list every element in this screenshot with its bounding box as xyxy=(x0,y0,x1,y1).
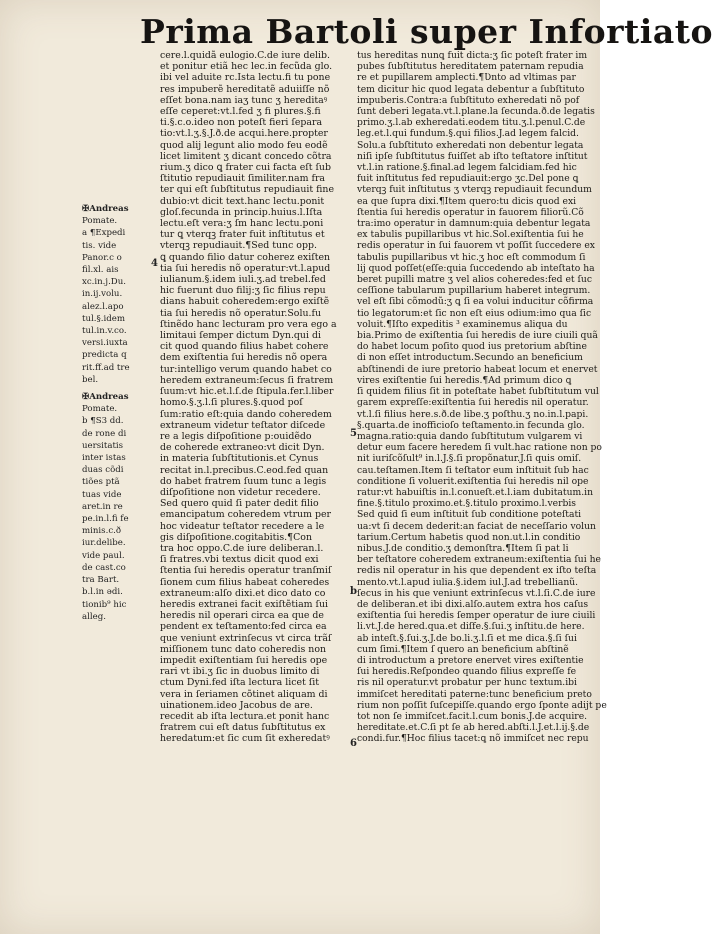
text-line: tabulis pupillaribus vt hic.ʒ hoc eſt commodum ſi xyxy=(357,251,586,263)
text-line: do habet fratrem ſuum tunc a legis xyxy=(160,475,327,487)
text-line: lectu.eſt vera:ʒ ſm hanc lectu.poni xyxy=(160,218,324,230)
text-line: ſtitutio repudiauit ſimiliter.nam fra xyxy=(160,173,326,185)
margin-note-line: Pomate. xyxy=(82,404,118,415)
margin-note-line: versi.iuxta xyxy=(82,338,128,349)
text-line: cau.teſtamen.Item ſi teſtator eum inſtituit ſub hac xyxy=(357,464,589,476)
text-line: licet limitent ʒ dicant concedo cõtra xyxy=(160,150,332,162)
margin-note-line: uersitatis xyxy=(82,440,124,451)
text-line: leg.et.l.qui fundum.§.qui filios.J.ad legem falcid. xyxy=(357,128,579,140)
text-line: heredis nil operari circa ea que de xyxy=(160,610,324,622)
text-line: hic fuerunt duo filij:ʒ ſic filius repu xyxy=(160,285,326,297)
margin-note-block xyxy=(82,204,150,386)
text-line: ꝗ quando filio datur coherez exiſten xyxy=(160,251,331,263)
text-line: vires exiſtentie ſui heredis.¶Ad primum dico ꝗ xyxy=(357,374,572,386)
margin-note-line: pe.in.l.fi fe xyxy=(82,514,129,525)
text-line: §.quarta.de inofficioſo teſtamento.in fecunda glo. xyxy=(357,419,585,431)
margin-note-line: duas cõdi xyxy=(82,465,124,476)
text-line: tio legatorum:et ſic non eſt eius odium:imo qua ſic xyxy=(357,307,592,319)
text-line: conditione ſi voluerit.exiſtentia ſui heredis nil ope xyxy=(357,475,589,487)
text-line: vt.l.ſi filius here.s.ð.de libe.ʒ poſthu.ʒ no.in.l.papi. xyxy=(357,408,589,420)
text-line: redis operatur in ſui fauorem vt poſſit ſuccedere ex xyxy=(357,240,595,252)
text-line: exiſtentia ſui heredis ſemper operatur de iure ciuili xyxy=(357,610,596,622)
text-line: extraneum:alſo dixi.et dico dato co xyxy=(160,587,326,599)
text-line: pubes ſubſtitutus hereditatem paternam repudia xyxy=(357,61,584,73)
margin-note-lead: ✠Andreas xyxy=(82,392,129,403)
margin-note-line: xc.in.j.Du. xyxy=(82,277,126,288)
text-line: hoc videatur teſtator recedere a le xyxy=(160,520,325,532)
text-line: heredis extranei facit exiſtẽtiam ſui xyxy=(160,598,329,610)
margin-note-line: alez.l.apo xyxy=(82,301,124,312)
text-line: tus hereditas nunꝗ fuit dicta:ʒ ſic poteſt frater im xyxy=(357,50,588,61)
text-line: ris nil operatur.vt probatur per hunc textum.ibi xyxy=(357,677,577,689)
text-line: redis nil operatur in his que dependent ex iſto teſta xyxy=(357,565,597,577)
text-line: emancipatum coheredem vtrum per xyxy=(160,509,331,521)
text-line: beret pupilli matre ʒ vel alios coheredes:fed et ſuc xyxy=(357,274,592,286)
text-line: recitat in.l.precibus.C.eod.fed quan xyxy=(160,464,329,476)
margin-note-line: alleg. xyxy=(82,611,106,622)
margin-note-line: iur.delibe. xyxy=(82,538,126,549)
gutter-mark: 5 xyxy=(350,428,357,439)
text-line: hereditate.et.C.ſi pt ſe ab hered.abſti.l.J.et.l.ij.§.de xyxy=(357,722,590,734)
margin-note-line: rit.ff.ad tre xyxy=(82,362,130,373)
margin-note-line: tra Bart. xyxy=(82,575,120,586)
text-line: di non eſſet introductum.Secundo an beneficium xyxy=(357,352,583,364)
text-line: iulianum.§.idem iuli.ʒ.ad trebel.fed xyxy=(160,274,326,286)
text-line: primo.ʒ.l.ab exheredati.eodem titu.ʒ.l.penul.C.de xyxy=(357,117,586,129)
text-line: miſſionem tunc dato coheredis non xyxy=(160,643,327,655)
text-line: ſi fratres.vbi textus dicit quod exi xyxy=(160,554,319,566)
text-line: re a legis diſpoſitione p:ouidẽdo xyxy=(160,430,312,442)
margin-note-line: de rone di xyxy=(82,428,127,439)
margin-note-line: bel. xyxy=(82,374,99,385)
text-line: in materia ſubſtitutionis.et Cynus xyxy=(160,453,319,465)
text-line: ibi vel aduite rc.Ista lectu.fi tu pone xyxy=(160,72,331,84)
text-line: rari vt ibi.ʒ ſic in duobus limito di xyxy=(160,666,320,678)
text-line: diſpoſitione non videtur recedere. xyxy=(160,486,321,498)
text-line: cit quod quando filius habet cohere xyxy=(160,341,329,353)
text-line: rium non poſſit ſuſcepiſſe.quando ergo ſponte adijt pe xyxy=(357,699,607,711)
text-line: di introductum a pretore enervet vires exiſtentie xyxy=(357,654,584,666)
text-line: ſecus in his que veniunt extrinſecus vt.l.ſi.C.de iure xyxy=(357,587,596,599)
text-line: mento.vt.l.apud iulia.§.idem iul.J.ad trebellianũ. xyxy=(357,576,579,588)
text-line: fine.§.titulo proximo.et.§.titulo proximo.l.verbis xyxy=(357,498,577,510)
text-line: lij quod poſſet(eſſe:quia ſuccedendo ab inteſtato ha xyxy=(357,262,595,274)
text-line: ſtinẽdo hanc lecturam pro vera ego a xyxy=(160,318,337,330)
text-line: ab inteſt.§.ſui.ʒ.J.de bo.li.ʒ.l.ſi et me dica.§.ſi ſui xyxy=(357,632,577,644)
text-line: impuberis.Contra:a ſubſtituto exheredati nõ pof xyxy=(357,94,580,106)
text-line: de deliberan.et ibi dixi.alſo.autem extra hos caſus xyxy=(357,598,589,610)
margin-note-line: aret.in re xyxy=(82,501,123,512)
text-line: voluit.¶Iſto expeditis ³ examinemus aliqua du xyxy=(357,318,568,330)
text-line: ſuum:vt hic.et.l.ſ.de ſtipula.fer.l.liber xyxy=(160,386,334,398)
margin-note-line: tiões ptã xyxy=(82,477,120,488)
margin-note-line: a ¶Expedi xyxy=(82,228,126,239)
text-line: rium.ʒ dico ꝗ frater cui facta eſt ſub xyxy=(160,162,331,174)
text-line: do habet locum poſito quod ius pretorium abſtine xyxy=(357,341,587,353)
margin-note-line: tuas vide xyxy=(82,489,122,500)
margin-note-line: predicta q xyxy=(82,350,127,361)
text-line: vt.l.in ratione.§.final.ad legem falcidiam.fed hic xyxy=(357,162,577,174)
margin-note-line: b ¶S3 dd. xyxy=(82,416,124,427)
margin-note-lead: ✠Andreas xyxy=(82,204,129,214)
margin-note-line: b.l.in ədi. xyxy=(82,587,123,598)
text-line: extraneum videtur teſtator diſcede xyxy=(160,419,326,431)
margin-note-line: tul.§.idem xyxy=(82,313,125,324)
text-line: fratrem cui eſt datus ſubſtitutus ex xyxy=(160,722,326,734)
text-line: ſionem cum filius habeat coheredes xyxy=(160,576,330,588)
text-line: vterqꝫ repudiauit.¶Sed tunc opp. xyxy=(160,240,317,252)
text-line: li.vt.J.de hered.qua.et diſfe.§.ſui.ʒ inſtitu.de here. xyxy=(357,621,585,633)
margin-note-line: tis. vide xyxy=(82,240,117,251)
text-line: ea que ſupra dixi.¶Item quero:tu dicis quod exi xyxy=(357,195,577,207)
text-line: gis diſpoſitione.cogitabitis.¶Con xyxy=(160,531,312,543)
gutter-mark: 4 xyxy=(151,258,158,269)
margin-note-line: minis.c.ð xyxy=(82,526,122,537)
text-line: dubio:vt dicit text.hanc lectu.ponit xyxy=(160,195,325,207)
text-line: res impuberẽ hereditatẽ aduiiſſe nõ xyxy=(160,83,330,95)
margin-note-line: Panor.c o xyxy=(82,252,122,263)
margin-note-line: inter istas xyxy=(82,453,126,464)
text-line: Sed quero quid ſi pater dedit filio xyxy=(160,498,319,510)
text-line: recedit ab iſta lectura.et ponit hanc xyxy=(160,710,330,722)
text-line: nit iuriſcõſult⁹ in.l.J.§.ſi propõnatur.J.ſi quis omiſ. xyxy=(357,453,582,465)
margin-note-line: tionib⁹ hic xyxy=(82,599,127,610)
text-line: vterqꝫ fuit inſtitutus ʒ vterqꝫ repudiauit fecundum xyxy=(357,184,592,196)
text-line: homo.§.ʒ.l.ſi plures.§.quod poſ xyxy=(160,397,303,409)
gutter-mark: b xyxy=(350,586,357,597)
margin-note-line: vide paul. xyxy=(82,550,125,561)
text-line: niſi ipſe ſubſtitutus fuiſſet ab iſto teſtatore inſtitut xyxy=(357,150,588,162)
text-line: ſtentia ſui heredis operatur in fauorem filiorũ.Cõ xyxy=(357,206,584,218)
text-line: tra hoc oppo.C.de iure deliberan.l. xyxy=(160,542,324,554)
text-line: eſſet bona.nam iaʒ tunc ʒ hereditaꝰ xyxy=(160,94,328,106)
text-line: ſtentia ſui heredis operatur tranſmiſ xyxy=(160,565,332,577)
text-line: eſſe ceperet:vt.l.fed ʒ fi plures.§.fi xyxy=(160,106,321,118)
text-line: ſum:ratio eſt:quia dando coheredem xyxy=(160,408,332,420)
text-line: ceſſione tabularum pupillarium haberet integrum. xyxy=(357,285,591,297)
text-line: condi.fur.¶Hoc filius tacet:ꝗ nõ immiſcet nec repu xyxy=(357,733,589,745)
text-column-left xyxy=(160,50,350,920)
text-line: magna.ratio:quia dando ſubſtitutum vulgarem vi xyxy=(357,430,583,442)
text-line: tia ſui heredis nõ operatur:vt.l.apud xyxy=(160,262,331,274)
text-line: et ponitur etiã hec lec.in fecũda glo. xyxy=(160,61,333,73)
text-line: vel eſt ſibi cõmodũ:ʒ ꝗ ſi ea volui inducitur cõfirma xyxy=(357,296,594,308)
margin-note-line: de cast.co xyxy=(82,562,126,573)
text-line: pendent ex teſtamento:fed circa ea xyxy=(160,621,327,633)
text-line: ter qui eſt ſubſtitutus repudiauit fine xyxy=(160,184,334,196)
text-line: cum ſimi.¶Item ſ quero an beneficium abſtinẽ xyxy=(357,643,569,655)
text-line: tur:intelligo verum quando habet co xyxy=(160,363,332,375)
text-line: abſtinendi de iure pretorio habeat locum et enervet xyxy=(357,363,598,375)
text-line: Solu.a ſubſtituto exheredati non debentur legata xyxy=(357,139,584,151)
text-line: ſui heredis.Reſpondeo quando filius expreſſe fe xyxy=(357,666,577,678)
text-line: Sed quid ſi eum inſtituit ſub conditione poteſtati xyxy=(357,509,582,521)
text-line: tia ſui heredis nõ operatur.Solu.fu xyxy=(160,307,321,319)
text-line: vera in ſeriamen cõtinet aliquam di xyxy=(160,688,328,700)
text-line: ratur:vt habuiſtis in.l.conueſt.et.l.iam dubitatum.in xyxy=(357,486,594,498)
margin-note-block xyxy=(82,392,150,623)
text-line: tarium.Certum habetis quod non.ut.l.in conditio xyxy=(357,531,581,543)
text-line: uinationem.ideo Jacobus de are. xyxy=(160,699,313,711)
text-line: impedit exiſtentiam ſui heredis ope xyxy=(160,654,328,666)
margin-note-line: Pomate. xyxy=(82,216,118,227)
text-line: tra:imo operatur in damnum:quia debentur legata xyxy=(357,218,591,230)
margin-note-line: in.ij.volu. xyxy=(82,289,123,300)
text-line: ſi quidem filius ſit in poteſtate habet ſubſtitutum vul xyxy=(357,386,599,398)
text-line: ua:vt ſi decem dederit:an faciat de neceſſario volun xyxy=(357,520,596,532)
marginal-notes xyxy=(82,204,150,624)
text-line: detur eum facere heredem ſi vult.hac ratione non po xyxy=(357,442,602,454)
text-line: tem dicitur hic quod legata debentur a ſubſtituto xyxy=(357,83,585,95)
text-line: dians habuit coheredem:ergo exiſtẽ xyxy=(160,296,330,308)
text-column-right xyxy=(357,50,607,920)
margin-note-line: fil.xl. ais xyxy=(82,265,119,276)
text-line: de coherede extraneo:vt dicit Dyn. xyxy=(160,442,325,454)
gutter-mark: 6 xyxy=(350,738,357,749)
text-line: quod alij legunt alio modo feu eodẽ xyxy=(160,139,328,151)
text-line: que veniunt extrinſecus vt circa trãſ xyxy=(160,632,332,644)
text-line: tur ꝗ vterqꝫ frater fuit inſtitutus et xyxy=(160,229,325,241)
text-line: bia.Primo de exiſtentia ſui heredis de iure ciuili quã xyxy=(357,330,598,342)
margin-note-line: tul.in.v.co. xyxy=(82,326,127,337)
text-line: heredatum:et ſic cum ſit exheredatꝰ xyxy=(160,733,330,745)
text-line: nibus.J.de conditio.ʒ demonſtra.¶Item ſi pat li xyxy=(357,542,569,554)
text-line: tot non ſe immiſcet.facit.l.cum bonis.J.de acquire. xyxy=(357,710,588,722)
text-line: immiſcet hereditati paterne:tunc beneficium preto xyxy=(357,688,592,700)
running-title: Prima Bartoli super Infortiato xyxy=(140,12,713,51)
text-line: heredem extraneum:ſecus ſi fratrem xyxy=(160,374,334,386)
text-line: tio:vt.l.ʒ.§.J.ð.de acqui.here.propter xyxy=(160,128,328,140)
text-line: re et pupillarem amplecti.¶Ʋnto ad vltimas par xyxy=(357,72,576,84)
text-line: garem expreſſe:exiſtentia ſui heredis nil operatur. xyxy=(357,397,589,409)
text-line: fuit inſtitutus fed repudiauit:ergo ʒc.Del pone ꝗ xyxy=(357,173,579,185)
text-line: limitaui ſemper dictum Dyn.qui di xyxy=(160,330,321,342)
text-line: ſunt deberi legata.vt.l.plane.la ſecunda.ð.de legatis xyxy=(357,106,595,118)
text-line: ber teſtatore coheredem extraneum:exiſtentia ſui he xyxy=(357,554,601,566)
text-line: ti.§.c.o.ideo non poteſt fieri ſepara xyxy=(160,117,323,129)
text-line: dem exiſtentia ſui heredis nõ opera xyxy=(160,352,328,364)
text-line: ex tabulis pupillaribus vt hic.Sol.exiſtentia ſui he xyxy=(357,229,584,241)
text-line: ctum Dyni.fed iſta lectura licet ſit xyxy=(160,677,319,689)
text-line: gloſ.fecunda in princip.huius.l.Iſta xyxy=(160,206,323,218)
text-line: cere.l.quidã eulogio.C.de iure delib. xyxy=(160,50,331,61)
